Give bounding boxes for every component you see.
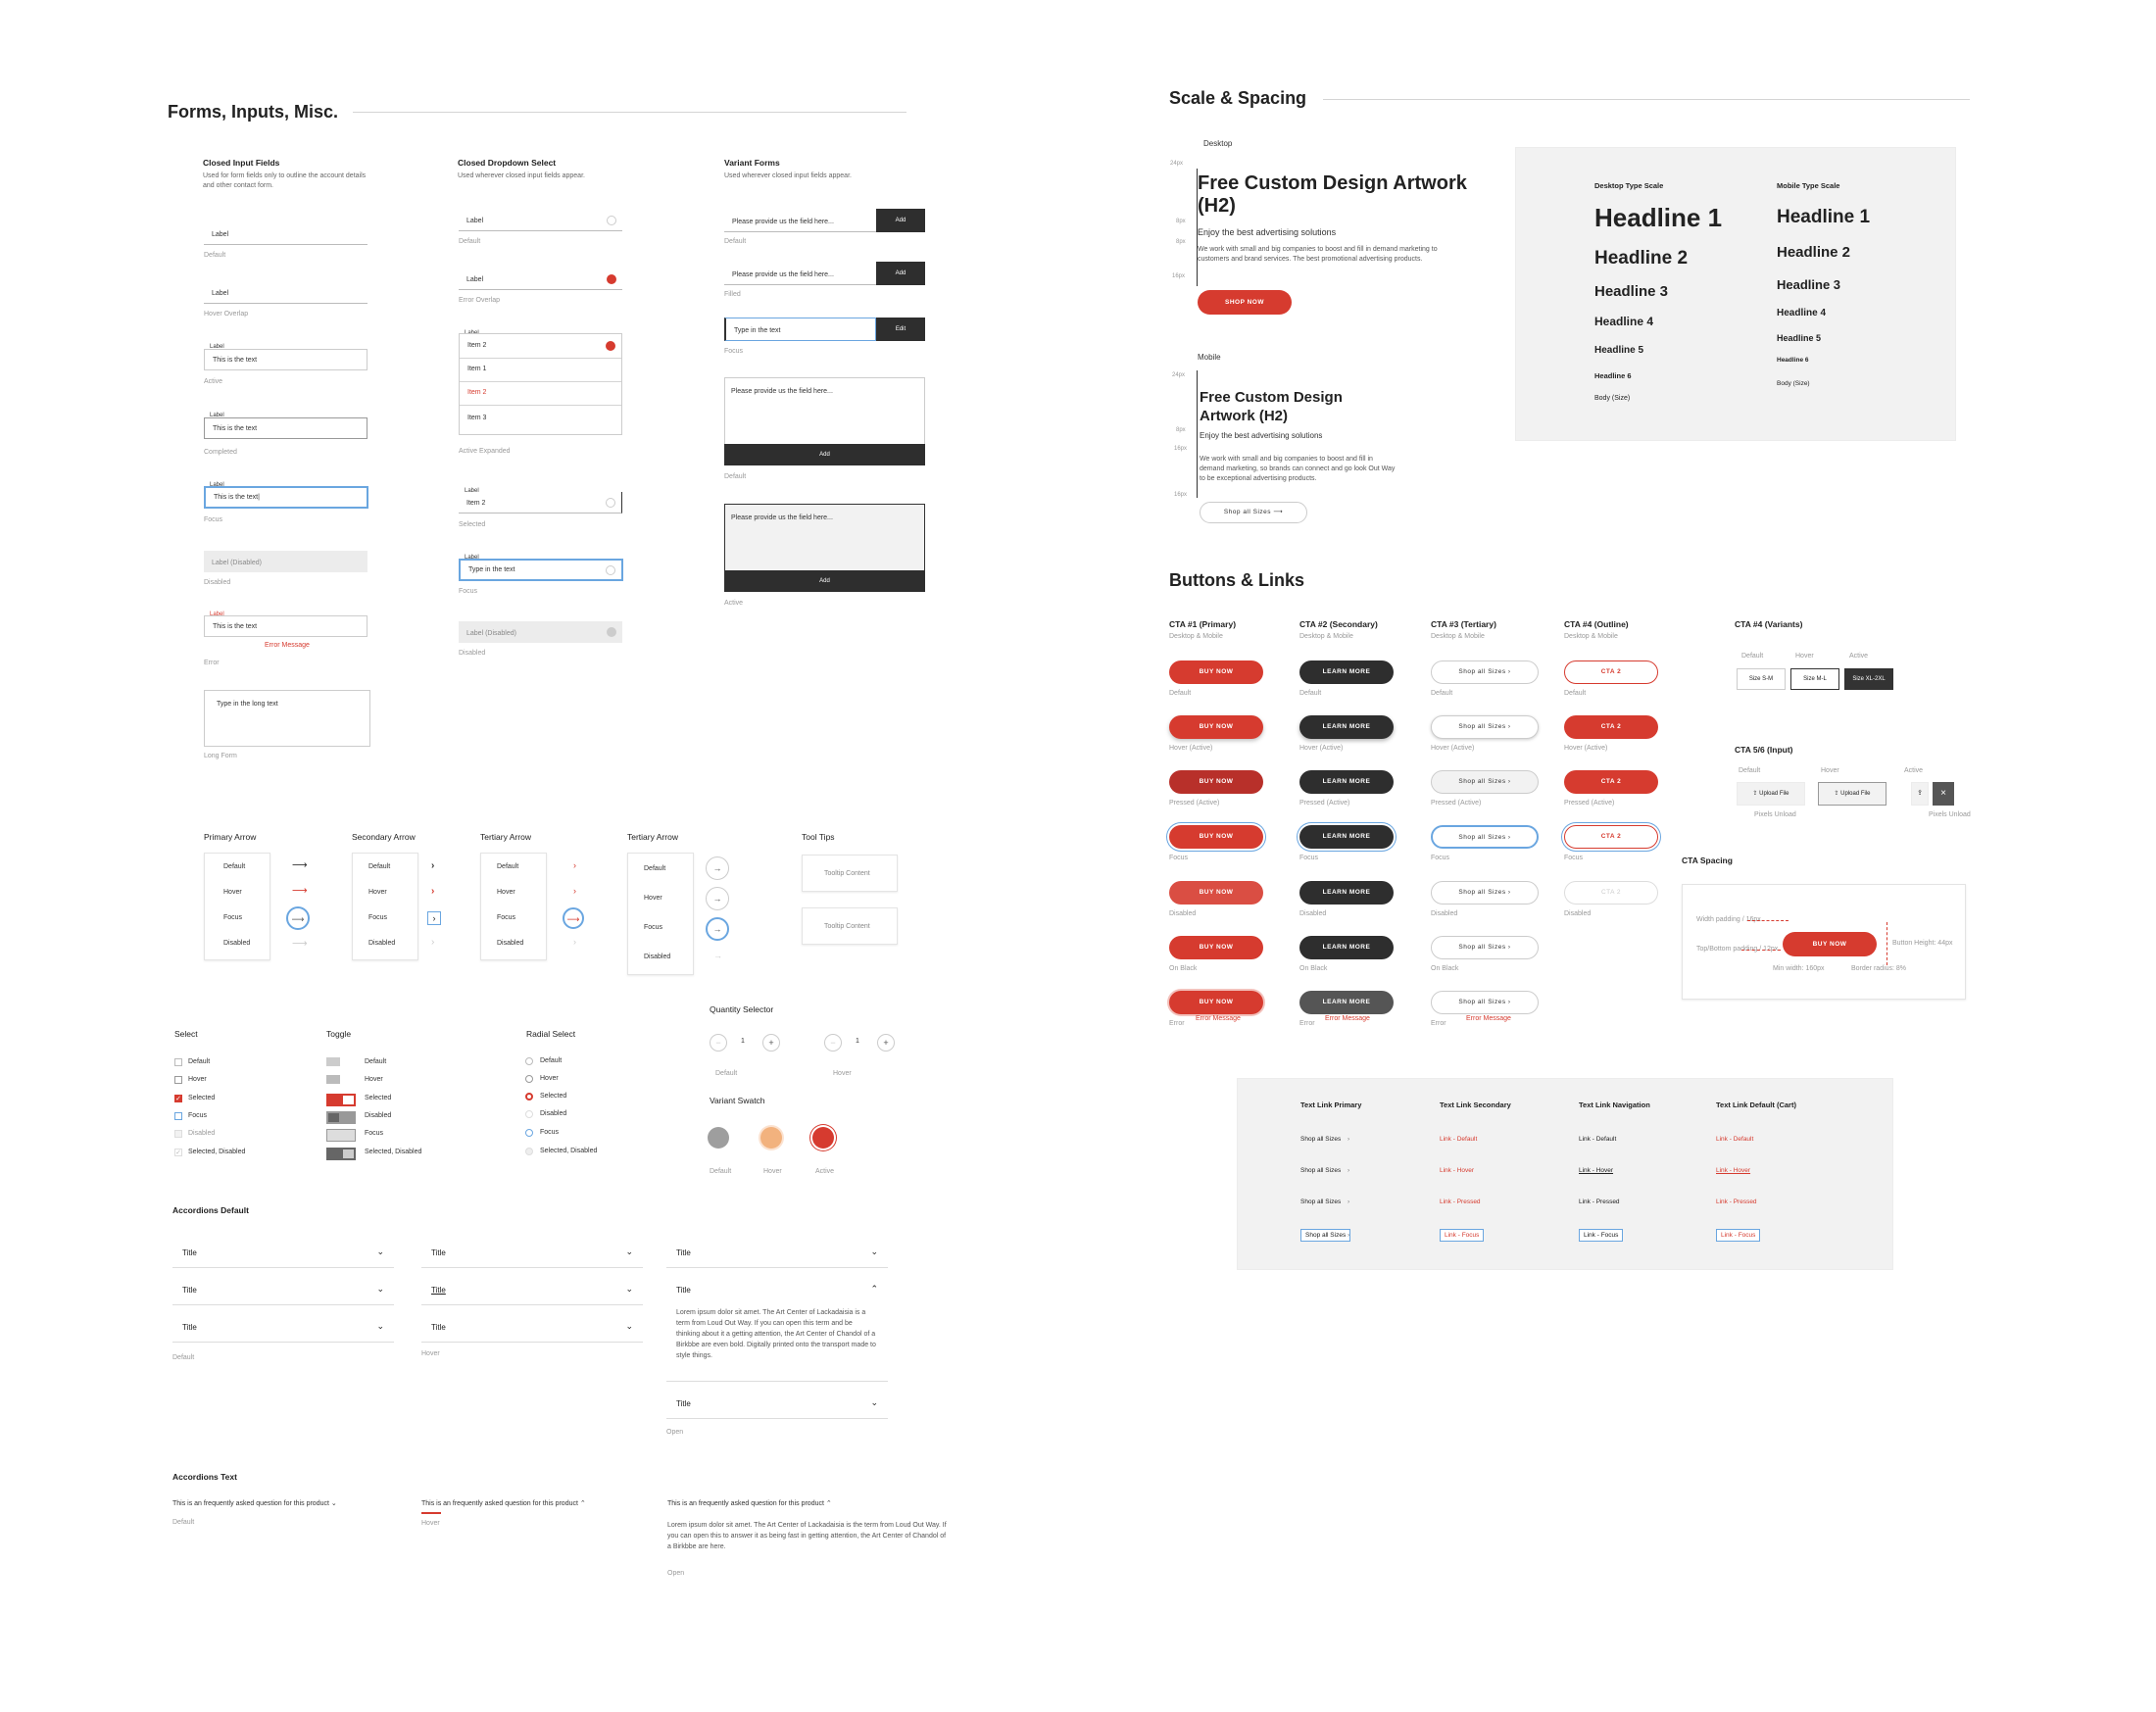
variant-form-focus[interactable]: Type in the text Edit <box>724 318 925 341</box>
cta1-button-state-4[interactable]: BUY NOW <box>1169 881 1263 905</box>
chevron-right-icon: › <box>573 937 576 947</box>
cta2-title: CTA #2 (Secondary) <box>1299 619 1378 629</box>
chevron-down-icon: ⌄ <box>870 1397 878 1407</box>
cta2-button-state-3[interactable]: LEARN MORE <box>1299 825 1394 849</box>
text-link[interactable]: Link - Focus <box>1440 1229 1484 1242</box>
caption: Error Overlap <box>459 297 501 304</box>
arrow-right-icon: → <box>713 951 722 960</box>
closed-input-desc: Used for form fields only to outline the account details and other contact form. <box>203 172 367 189</box>
caption: Disabled <box>1299 910 1327 917</box>
arrow-right-icon[interactable]: ⟶ <box>292 859 308 871</box>
variant-form-default[interactable]: Please provide us the field here... Add <box>724 209 925 232</box>
minus-icon[interactable]: − <box>824 1034 842 1052</box>
chevron-down-icon: ⌄ <box>376 1247 384 1256</box>
caption: Error <box>1169 1020 1185 1027</box>
close-icon[interactable]: × <box>1933 782 1954 806</box>
hover-underline <box>421 1512 441 1514</box>
cta3-button-state-2[interactable]: Shop all Sizes › <box>1431 770 1539 794</box>
textarea-long-form[interactable]: Type in the long text <box>204 690 370 747</box>
arrow-title: Tertiary Arrow <box>480 832 531 842</box>
desktop-label: Desktop <box>1203 139 1233 148</box>
arrow-title: Primary Arrow <box>204 832 257 842</box>
variant-forms-title: Variant Forms <box>724 158 780 168</box>
cta5-title: CTA 5/6 (Input) <box>1735 745 1793 755</box>
field-label: Label <box>465 488 479 494</box>
tooltip: Tooltip Content <box>802 855 898 892</box>
add-button[interactable]: Add <box>876 262 925 285</box>
cta4-button-state-0[interactable]: CTA 2 <box>1564 660 1658 684</box>
buttons-section-title: Buttons & Links <box>1169 570 1304 590</box>
link-column-title: Text Link Secondary <box>1440 1101 1511 1109</box>
arrow-right-icon: ⟶ <box>292 938 308 950</box>
arrow-right-icon[interactable]: → <box>706 917 729 941</box>
forms-divider <box>353 112 906 113</box>
cta1-button-state-5[interactable]: BUY NOW <box>1169 936 1263 959</box>
tooltip: Tooltip Content <box>802 907 898 945</box>
caption: Error <box>1431 1020 1446 1027</box>
caption: Pressed (Active) <box>1564 800 1615 807</box>
chevron-right-icon: › <box>1348 1232 1350 1239</box>
error-message: Error Message <box>1466 1015 1511 1022</box>
mobile-subheading: Enjoy the best advertising solutions <box>1200 431 1323 440</box>
text-link[interactable]: Link - Hover <box>1716 1167 1751 1174</box>
shop-all-sizes-button[interactable]: Shop all Sizes ⟶ <box>1200 502 1307 523</box>
arrow-state-list: Default Hover Focus Disabled <box>204 853 270 960</box>
input-field-default[interactable]: Label <box>204 223 368 245</box>
text-link[interactable]: Shop all Sizes <box>1300 1229 1350 1242</box>
accordion-item[interactable]: Title ⌄ <box>172 1278 394 1305</box>
closed-input-title: Closed Input Fields <box>203 158 280 168</box>
radio-selected-disabled <box>525 1148 533 1155</box>
tooltip-title: Tool Tips <box>802 832 835 842</box>
plus-icon[interactable]: + <box>762 1034 780 1052</box>
variant-form-filled[interactable]: Please provide us the field here... Add <box>724 262 925 285</box>
field-label: Label <box>465 555 479 561</box>
edit-button[interactable]: Edit <box>876 318 925 341</box>
accordion-item-hover[interactable]: Title ⌄ <box>421 1278 643 1305</box>
caption: Default <box>724 238 747 245</box>
caption: On Black <box>1169 965 1198 972</box>
caption: Focus <box>1169 855 1189 861</box>
error-message: Error Message <box>1325 1015 1370 1022</box>
caption: Focus <box>1564 855 1584 861</box>
chevron-down-icon <box>607 216 616 225</box>
checkbox-focus[interactable] <box>174 1112 182 1120</box>
chevron-down-icon: ⌄ <box>376 1321 384 1331</box>
caption: Hover (Active) <box>1431 745 1475 752</box>
input-field-error[interactable]: This is the text <box>204 615 368 637</box>
caption: Focus <box>1431 855 1450 861</box>
caption: Default <box>724 473 747 480</box>
mobile-body: We work with small and big companies to boost and fill in demand marketing, so brands can connect and go look Out Way to be exceptional advertising products. <box>1200 456 1396 482</box>
link-column-title: Text Link Navigation <box>1579 1101 1650 1109</box>
arrow-state-list: Default Hover Focus Disabled <box>480 853 547 960</box>
caption: Pressed (Active) <box>1299 800 1350 807</box>
cta1-button-state-6[interactable]: BUY NOW <box>1169 991 1263 1014</box>
desktop-subheading: Enjoy the best advertising solutions <box>1198 227 1337 237</box>
add-button[interactable]: Add <box>876 209 925 232</box>
caption: Default <box>1431 690 1453 697</box>
plus-icon[interactable]: + <box>877 1034 895 1052</box>
radio-disabled <box>525 1110 533 1118</box>
upload-icon[interactable]: ⇪ <box>1911 782 1929 806</box>
arrow-right-icon[interactable]: → <box>706 856 729 880</box>
chevron-right-icon[interactable]: › <box>427 911 441 925</box>
arrow-right-icon[interactable]: ⟶ <box>563 907 584 929</box>
dropdown-error[interactable]: Label <box>459 269 622 290</box>
cta2-button-state-4[interactable]: LEARN MORE <box>1299 881 1394 905</box>
text-links-panel <box>1237 1078 1893 1270</box>
add-button[interactable]: Add <box>724 570 925 592</box>
arrow-state-list: Default Hover Focus Disabled <box>352 853 418 960</box>
accordion-item[interactable]: Title ⌄ <box>666 1392 888 1419</box>
swatch-default[interactable] <box>708 1127 729 1149</box>
cta2-button-state-5[interactable]: LEARN MORE <box>1299 936 1394 959</box>
variant-forms-desc: Used wherever closed input fields appear. <box>724 172 852 179</box>
cta4-button-state-1[interactable]: CTA 2 <box>1564 715 1658 739</box>
mobile-label: Mobile <box>1198 353 1221 362</box>
text-link[interactable]: Link - Default <box>1716 1136 1754 1143</box>
cta2-button-state-6[interactable]: LEARN MORE <box>1299 991 1394 1014</box>
cta4-variants-title: CTA #4 (Variants) <box>1735 619 1803 629</box>
toggle-disabled <box>326 1111 356 1124</box>
checkbox-selected-disabled: ✓ <box>175 1149 181 1156</box>
faq-question[interactable]: This is an frequently asked question for this product ⌄ <box>172 1500 337 1507</box>
quantity-title: Quantity Selector <box>710 1004 774 1014</box>
accordions-text-title: Accordions Text <box>172 1472 237 1482</box>
radio-title: Radial Select <box>526 1029 576 1039</box>
caption: Filled <box>724 291 741 298</box>
accordion-item[interactable]: Title ⌄ <box>421 1241 643 1268</box>
cta3-title: CTA #3 (Tertiary) <box>1431 619 1496 629</box>
cta2-button-state-2[interactable]: LEARN MORE <box>1299 770 1394 794</box>
swatch-title: Variant Swatch <box>710 1096 765 1105</box>
type-scale-panel: Desktop Type Scale Headline 1 Headline 2 Headline 3 Headline 4 Headline 5 Headline 6 Body (Size) Mobile Type Scale Headline 1 Headline 2 Headline 3 Headline 4 Headline 5 Headline 6 Body (Size) <box>1515 147 1956 441</box>
caption: Focus <box>1299 855 1319 861</box>
text-link[interactable]: Link - Default <box>1440 1136 1478 1143</box>
caption: On Black <box>1431 965 1459 972</box>
chevron-right-icon[interactable]: › <box>573 860 576 870</box>
cta3-button-state-4[interactable]: Shop all Sizes › <box>1431 881 1539 905</box>
field-label: Label <box>210 482 224 488</box>
caption: Hover (Active) <box>1299 745 1344 752</box>
dropdown-selected[interactable]: Item 2 <box>459 492 622 514</box>
input-field-disabled: Label (Disabled) <box>204 551 368 572</box>
dropdown-title: Closed Dropdown Select <box>458 158 557 168</box>
caption: Selected <box>459 521 486 528</box>
cta4-button-state-4: CTA 2 <box>1564 881 1658 905</box>
dropdown-option[interactable]: Item 3 <box>467 415 487 421</box>
cta3-button-state-1[interactable]: Shop all Sizes › <box>1431 715 1539 739</box>
caption: Disabled <box>1564 910 1592 917</box>
field-label: Label <box>210 611 224 617</box>
swatch-hover[interactable] <box>760 1127 782 1149</box>
checkbox-hover[interactable] <box>174 1076 182 1084</box>
accordion-item[interactable]: Title ⌄ <box>666 1241 888 1268</box>
accordion-item-open[interactable]: Title ⌃ Lorem ipsum dolor sit amet. The Art Center of Lackadaisia is a term from Loud Out Way. If you can open this term and be thinking about it a getting attention, the Art Center of Chandol of a Birkbbe are even bold. Digitally printed onto the transport made to style things. <box>666 1278 888 1382</box>
accordion-body: Lorem ipsum dolor sit amet. The Art Center of Lackadaisia is a term from Loud Out Way. If you can open this term and be thinking about it a getting attention, the Art Center of Chandol of a Birkbbe are even bold. Digitally printed onto the transport made to style things. <box>676 1309 876 1359</box>
accordions-default-title: Accordions Default <box>172 1205 249 1215</box>
dropdown-focus[interactable]: Type in the text <box>459 559 623 581</box>
arrow-right-icon[interactable]: ⟶ <box>286 906 310 930</box>
toggle-focus[interactable] <box>326 1129 356 1142</box>
cta4-title: CTA #4 (Outline) <box>1564 619 1629 629</box>
dropdown-option[interactable]: Item 1 <box>467 366 487 372</box>
variant-size-hover[interactable]: Size M-L <box>1790 668 1839 690</box>
dropdown-option[interactable]: Item 2 <box>467 342 487 349</box>
scale-divider <box>1323 99 1970 100</box>
faq-question-hover[interactable]: This is an frequently asked question for this product ⌃ <box>421 1500 586 1507</box>
chevron-down-icon <box>607 627 616 637</box>
arrow-state-list: Default Hover Focus Disabled <box>627 853 694 975</box>
spacing-ruler <box>1197 370 1198 498</box>
caption: Default <box>459 238 481 245</box>
toggle-default[interactable] <box>326 1057 340 1066</box>
arrow-title: Secondary Arrow <box>352 832 416 842</box>
radio-hover[interactable] <box>525 1075 533 1083</box>
text-link[interactable]: Link - Pressed <box>1440 1198 1481 1205</box>
field-label: Label <box>210 413 224 418</box>
caption: Default <box>1169 690 1192 697</box>
cta2-button-state-1[interactable]: LEARN MORE <box>1299 715 1394 739</box>
chevron-right-icon[interactable]: › <box>431 860 435 871</box>
link-column-title: Text Link Primary <box>1300 1101 1362 1109</box>
text-link[interactable]: Link - Pressed <box>1579 1198 1620 1205</box>
quantity-value[interactable]: 1 <box>856 1038 859 1045</box>
input-field-active[interactable]: This is the text <box>204 349 368 370</box>
chevron-down-icon: ⌄ <box>376 1284 384 1294</box>
caption: Error <box>204 660 220 666</box>
error-icon <box>607 274 616 284</box>
swatch-active[interactable] <box>812 1127 834 1149</box>
accordion-item[interactable]: Title ⌄ <box>172 1241 394 1268</box>
caption: Pressed (Active) <box>1431 800 1482 807</box>
field-label: Label <box>210 344 224 350</box>
caption: Default <box>1299 690 1322 697</box>
text-link[interactable]: Link - Focus <box>1579 1229 1623 1242</box>
dropdown-desc: Used wherever closed input fields appear. <box>458 172 585 179</box>
accordion-item[interactable]: Title ⌄ <box>421 1315 643 1343</box>
upload-file-button[interactable]: ⇪ Upload File <box>1737 782 1805 806</box>
dropdown-default[interactable]: Label <box>459 210 622 231</box>
buy-now-button[interactable]: BUY NOW <box>1783 932 1877 956</box>
desktop-body: We work with small and big companies to boost and fill in demand marketing to customers and brand services. The best promotional advertising products. <box>1198 246 1438 263</box>
input-field-hover[interactable]: Label <box>204 282 368 304</box>
text-link[interactable]: Link - Hover <box>1579 1167 1614 1174</box>
caption: Disabled <box>204 579 231 586</box>
cta1-button-state-1[interactable]: BUY NOW <box>1169 715 1263 739</box>
caption: Hover Overlap <box>204 311 249 318</box>
radio-selected[interactable] <box>525 1093 533 1101</box>
text-link[interactable]: Link - Hover <box>1440 1167 1475 1174</box>
error-message: Error Message <box>1196 1015 1241 1022</box>
variant-size-default[interactable]: Size S-M <box>1737 668 1786 690</box>
caption: Active <box>724 600 744 607</box>
faq-question-open[interactable]: This is an frequently asked question for this product ⌃ <box>667 1500 832 1507</box>
minus-icon[interactable]: − <box>710 1034 727 1052</box>
cta1-button-state-2[interactable]: BUY NOW <box>1169 770 1263 794</box>
dropdown-disabled: Label (Disabled) <box>459 621 622 643</box>
cta1-title: CTA #1 (Primary) <box>1169 619 1237 629</box>
quantity-value[interactable]: 1 <box>741 1038 745 1045</box>
chevron-right-icon: › <box>431 937 435 948</box>
caption: Long Form <box>204 753 237 759</box>
variant-textarea-active[interactable]: Please provide us the field here... Add <box>724 504 925 592</box>
forms-section-title: Forms, Inputs, Misc. <box>168 102 339 122</box>
caption: On Black <box>1299 965 1328 972</box>
toggle-title: Toggle <box>326 1029 352 1039</box>
caption: Active <box>204 378 223 385</box>
chevron-right-icon: › <box>1348 1167 1350 1174</box>
caption: Hover (Active) <box>1564 745 1608 752</box>
dropdown-expanded[interactable] <box>459 333 622 435</box>
text-link[interactable]: Link - Focus <box>1716 1229 1760 1242</box>
cta2-button-state-0[interactable]: LEARN MORE <box>1299 660 1394 684</box>
error-message: Error Message <box>265 642 310 649</box>
toggle-hover[interactable] <box>326 1075 340 1084</box>
caption: Disabled <box>459 650 486 657</box>
scale-section-title: Scale & Spacing <box>1169 88 1307 108</box>
cta-spacing-title: CTA Spacing <box>1682 856 1733 865</box>
cta1-button-state-3[interactable]: BUY NOW <box>1169 825 1263 849</box>
chevron-up-icon: ⌃ <box>870 1284 878 1294</box>
checkbox-selected[interactable]: ✓ <box>175 1096 181 1102</box>
cta3-button-state-0[interactable]: Shop all Sizes › <box>1431 660 1539 684</box>
caption: Completed <box>204 449 237 456</box>
caption: Pressed (Active) <box>1169 800 1220 807</box>
input-field-focus[interactable]: This is the text| <box>204 486 368 509</box>
mobile-heading: Free Custom Design Artwork (H2) <box>1200 389 1343 424</box>
variant-textarea-default[interactable]: Please provide us the field here... Add <box>724 377 925 465</box>
select-title: Select <box>174 1029 198 1039</box>
radio-focus[interactable] <box>525 1129 533 1137</box>
desktop-heading: Free Custom Design Artwork (H2) <box>1198 172 1467 217</box>
chevron-right-icon[interactable]: › <box>431 886 435 897</box>
caption: Default <box>1564 690 1587 697</box>
add-button[interactable]: Add <box>724 444 925 465</box>
text-link[interactable]: Shop all Sizes <box>1300 1167 1342 1174</box>
cta3-button-state-3[interactable]: Shop all Sizes › <box>1431 825 1539 849</box>
shop-now-button[interactable]: SHOP NOW <box>1198 290 1292 315</box>
chevron-down-icon <box>606 498 615 508</box>
chevron-right-icon: › <box>1348 1198 1350 1205</box>
checkbox-default[interactable] <box>174 1058 182 1066</box>
accordion-item[interactable]: Title ⌄ <box>172 1315 394 1343</box>
caption: Focus <box>724 348 744 355</box>
chevron-right-icon: › <box>1348 1136 1350 1143</box>
chevron-down-icon: ⌄ <box>625 1321 633 1331</box>
dropdown-option-selected[interactable]: Item 2 <box>467 389 487 396</box>
cta3-button-state-5[interactable]: Shop all Sizes › <box>1431 936 1539 959</box>
checkbox-disabled <box>174 1130 182 1138</box>
cta1-button-state-0[interactable]: BUY NOW <box>1169 660 1263 684</box>
chevron-down-icon: ⌄ <box>625 1284 633 1294</box>
input-field-completed[interactable]: This is the text <box>204 417 368 439</box>
cta3-button-state-6[interactable]: Shop all Sizes › <box>1431 991 1539 1014</box>
chevron-down-icon: ⌄ <box>870 1247 878 1256</box>
text-link[interactable]: Link - Pressed <box>1716 1198 1757 1205</box>
faq-answer: Lorem ipsum dolor sit amet. The Art Center of Lackadaisia is the term from Loud Out Way. If you can open this to answer it as being fast in getting attention, the Art Center of Chandol of a Birkbbe are here. <box>667 1522 947 1550</box>
arrow-right-icon[interactable]: ⟶ <box>292 885 308 897</box>
caption: Disabled <box>1431 910 1458 917</box>
caption: Focus <box>204 516 223 523</box>
caption: Focus <box>459 588 478 595</box>
cta-spacing-panel: Width padding / 16px Top/Bottom padding / 12px BUY NOW Button Height: 44px Min width: 160px Border radius: 8% <box>1682 884 1966 1000</box>
variant-size-active[interactable]: Size XL-2XL <box>1844 668 1893 690</box>
chevron-right-icon[interactable]: › <box>573 886 576 896</box>
caption: Hover (Active) <box>1169 745 1213 752</box>
caption: Error <box>1299 1020 1315 1027</box>
chevron-down-icon <box>606 565 615 575</box>
link-column-title: Text Link Default (Cart) <box>1716 1101 1796 1109</box>
caption: Disabled <box>1169 910 1197 917</box>
text-link[interactable]: Shop all Sizes <box>1300 1136 1342 1143</box>
cta4-button-state-3[interactable]: CTA 2 <box>1564 825 1658 849</box>
caption: Active Expanded <box>459 448 511 455</box>
cta4-button-state-2[interactable]: CTA 2 <box>1564 770 1658 794</box>
upload-file-button-hover[interactable]: ⇪ Upload File <box>1818 782 1886 806</box>
text-link[interactable]: Shop all Sizes <box>1300 1198 1342 1205</box>
text-link[interactable]: Link - Default <box>1579 1136 1617 1143</box>
toggle-selected-disabled <box>326 1148 356 1160</box>
arrow-right-icon[interactable]: → <box>706 887 729 910</box>
radio-default[interactable] <box>525 1057 533 1065</box>
chevron-down-icon: ⌄ <box>625 1247 633 1256</box>
caption: Default <box>204 252 226 259</box>
arrow-title: Tertiary Arrow <box>627 832 678 842</box>
chevron-up-icon <box>606 341 615 351</box>
toggle-selected[interactable] <box>326 1094 356 1106</box>
